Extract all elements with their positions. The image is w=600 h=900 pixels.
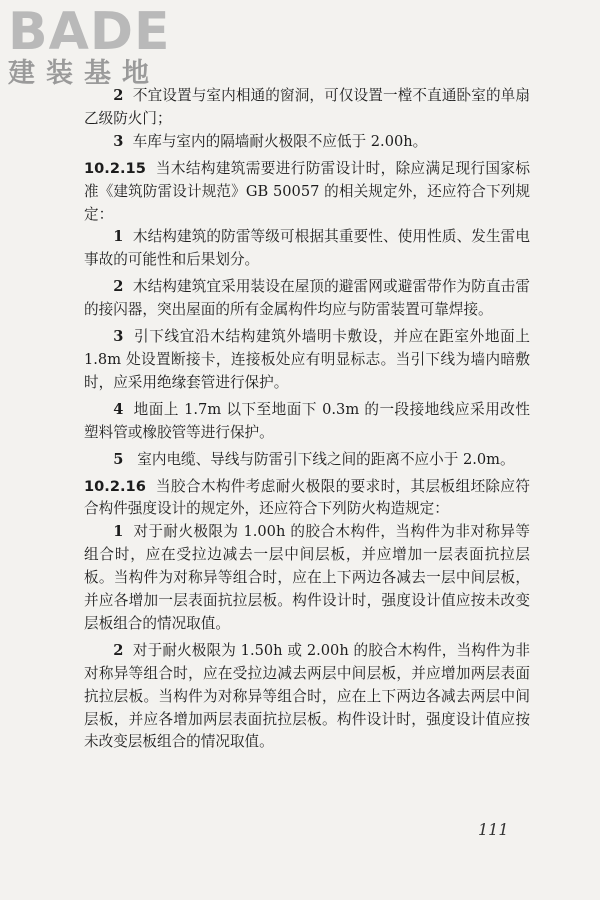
logo-chinese-text: 建装基地 — [8, 58, 160, 89]
item-number: 1 — [113, 523, 124, 541]
list-item — [84, 449, 530, 472]
list-item — [84, 640, 530, 755]
item-text: 对于耐火极限为 1.50h 或 2.00h 的胶合木构件，当构件为非对称异等组合时，应在受拉边减去两层中间层板，并应增加两层表面抗拉层板。当构件为对称异等组合时，应在上下两边各减去两层中间层板，并应各增加两层表面抗拉层板。构件设计时，强度设计值应按未改变层板组合的情况取值。 — [84, 641, 530, 751]
clause-number: 10.2.15 — [84, 159, 146, 177]
item-text: 木结构建筑宜采用装设在屋顶的避雷网或避雷带作为防直击雷的接闪器，突出屋面的所有金属构件均应与防雷装置可靠焊接。 — [84, 278, 530, 319]
clause-text: 当木结构建筑需要进行防雷设计时，除应满足现行国家标准《建筑防雷设计规范》GB 50057 的相关规定外，还应符合下列规定： — [84, 159, 530, 223]
item-text: 地面上 1.7m 以下至地面下 0.3m 的一段接地线应采用改性塑料管或橡胶管等进行保护。 — [84, 400, 530, 441]
clause-number: 10.2.16 — [84, 477, 146, 495]
list-item — [84, 399, 530, 445]
document-body — [84, 85, 530, 758]
list-item — [84, 276, 530, 322]
item-text: 室内电缆、导线与防雷引下线之间的距离不应小于 2.0m。 — [137, 450, 515, 468]
item-number: 2 — [113, 641, 124, 659]
list-item — [84, 85, 530, 131]
item-text: 车库与室内的隔墙耐火极限不应低于 2.00h。 — [132, 132, 428, 150]
item-text: 对于耐火极限为 1.00h 的胶合木构件，当构件为非对称异等组合时，应在受拉边减去一层中间层板，并应增加一层表面抗拉层板。当构件为对称异等组合时，应在上下两边各减去一层中间层板，并应各增加一层表面抗拉层板。构件设计时，强度设计值应按未改变层板组合的情况取值。 — [84, 523, 530, 632]
list-item — [84, 521, 530, 636]
item-number: 3 — [113, 328, 124, 346]
item-number: 5 — [113, 450, 124, 468]
item-number: 2 — [113, 278, 124, 296]
clause-text: 当胶合木构件考虑耐火极限的要求时，其层板组坯除应符合构件强度设计的规定外，还应符合下列防火构造规定： — [84, 477, 530, 518]
item-text: 引下线宜沿木结构建筑外墙明卡敷设，并应在距室外地面上 1.8m 处设置断接卡，连接板处应有明显标志。当引下线为墙内暗敷时，应采用绝缘套管进行保护。 — [84, 328, 530, 391]
clause-10-2-16 — [84, 476, 530, 522]
list-item — [84, 131, 530, 154]
item-text: 不宜设置与室内相通的窗洞，可仅设置一樘不直通卧室的单扇乙级防火门； — [84, 87, 530, 127]
list-item — [84, 226, 530, 272]
page-number: 111 — [478, 820, 509, 839]
logo-wordmark: BADE — [8, 2, 171, 62]
item-number: 2 — [113, 87, 124, 104]
item-number: 3 — [113, 132, 124, 150]
clause-10-2-15 — [84, 158, 530, 227]
item-number: 1 — [113, 228, 124, 246]
bade-logo — [8, 4, 178, 96]
item-text: 木结构建筑的防雷等级可根据其重要性、使用性质、发生雷电事故的可能性和后果划分。 — [84, 228, 530, 269]
list-item — [84, 326, 530, 395]
item-number: 4 — [113, 400, 124, 418]
